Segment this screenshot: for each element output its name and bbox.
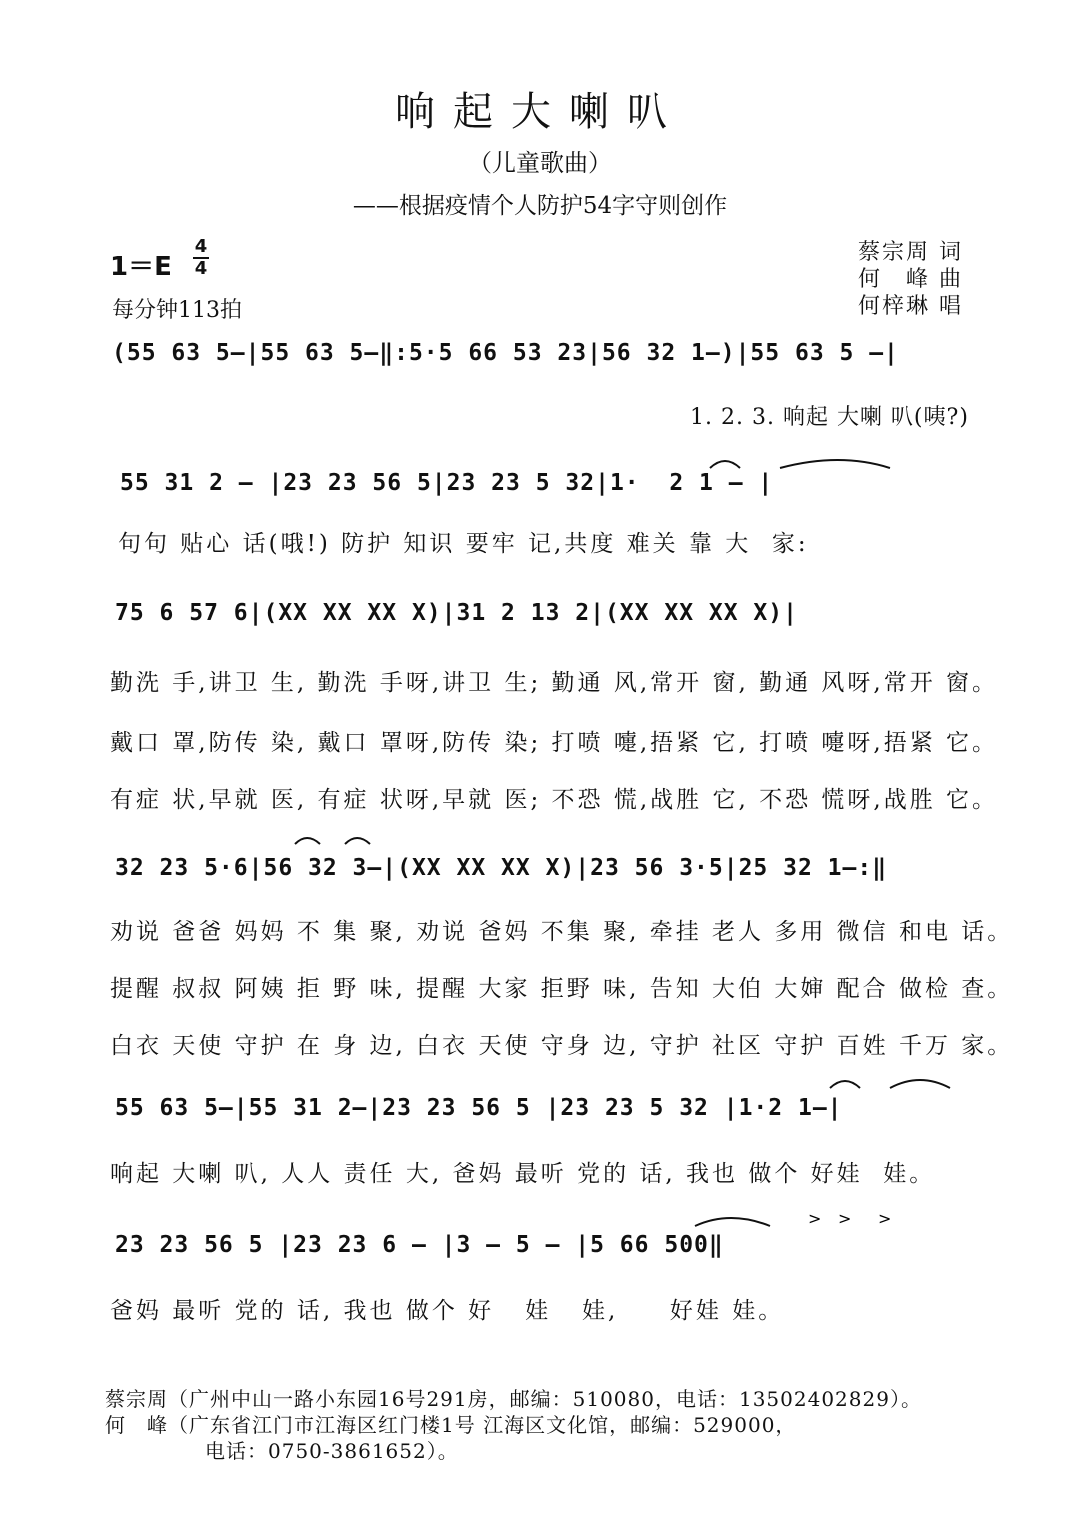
lyric-line-3b: 戴口 罩,防传 染, 戴口 罩呀,防传 染; 打喷 嚏,捂紧 它, 打喷 嚏呀,捂紧 它。 [110, 730, 999, 756]
lyric-line-3c: 有症 状,早就 医, 有症 状呀,早就 医; 不恐 慌,战胜 它, 不恐 慌呀,战胜 它。 [110, 787, 999, 813]
lyric-line-4b: 提醒 叔叔 阿姨 拒 野 味, 提醒 大家 拒野 味, 告知 大伯 大婶 配合 做检 查。 [110, 976, 1014, 1002]
footer-contact-composer: 何 峰（广东省江门市江海区红门楼1号 江海区文化馆，邮编：529000， [105, 1413, 797, 1437]
credit-composer: 何 峰 曲 [858, 267, 963, 292]
key-signature: 1＝E [110, 252, 172, 282]
time-signature [193, 238, 209, 278]
lyric-line-4c: 白衣 天使 守护 在 身 边, 白衣 天使 守身 边, 守护 社区 守护 百姓 千万 家。 [110, 1033, 1014, 1059]
slur-marks-4 [290, 830, 390, 850]
lyric-line-2: 句句 贴心 话(哦!) 防护 知识 要牢 记,共度 难关 靠 大 家: [118, 531, 809, 557]
footer-contact-lyricist: 蔡宗周（广州中山一路小东园16号291房，邮编：510080，电话：13502402829）。 [105, 1387, 922, 1411]
lyric-line-3a: 勤洗 手,讲卫 生, 勤洗 手呀,讲卫 生; 勤通 风,常开 窗, 勤通 风呀,常开 窗。 [110, 670, 999, 696]
notation-line-1: (55 63 5–|55 63 5–‖:5·5 66 53 23|56 32 1–)|55 63 5 –| [112, 340, 899, 366]
song-dedication: ——根据疫情个人防护54字守则创作 [352, 193, 728, 219]
notation-line-6: 23 23 56 5 |23 23 6 – |3 – 5 – |5 66 500‖ [115, 1232, 724, 1258]
song-subtitle: （儿童歌曲） [468, 149, 612, 177]
notation-line-3: 75 6 57 6|(XX XX XX X)|31 2 13 2|(XX XX XX X)| [115, 600, 798, 626]
tempo-marking: 每分钟113拍 [112, 298, 242, 323]
lyric-line-1: 1. 2. 3. 响起 大喇 叭(咦?) [690, 405, 969, 430]
slur-marks-5 [820, 1072, 970, 1092]
notation-line-2: 55 31 2 – |23 23 56 5|23 23 5 32|1· 2 1 – | [120, 470, 774, 496]
time-signature-top: 4 [194, 236, 208, 257]
notation-line-4: 32 23 5·6|56 32 3–|(XX XX XX X)|23 56 3·5|25 32 1–:‖ [115, 855, 888, 881]
lyric-line-4a: 劝说 爸爸 妈妈 不 集 聚, 劝说 爸妈 不集 聚, 牵挂 老人 多用 微信 和电 话。 [110, 919, 1014, 945]
footer-contact-phone: 电话：0750-3861652）。 [205, 1439, 459, 1463]
svg-text:>: > [838, 1209, 852, 1228]
notation-line-5: 55 63 5–|55 31 2–|23 23 56 5 |23 23 5 32 |1·2 1–| [115, 1095, 843, 1121]
lyric-line-6: 爸妈 最听 党的 话, 我也 做个 好 娃 娃, 好娃 娃。 [110, 1298, 785, 1324]
lyric-line-5: 响起 大喇 叭, 人人 责任 大, 爸妈 最听 党的 话, 我也 做个 好娃 娃。 [110, 1161, 936, 1187]
svg-text:>: > [808, 1209, 822, 1228]
slur-marks-2 [700, 452, 900, 472]
svg-text:>: > [878, 1209, 892, 1228]
credit-lyricist: 蔡宗周 词 [858, 240, 963, 265]
song-title: 响起大喇叭 [395, 89, 685, 135]
time-signature-bottom: 4 [194, 258, 208, 279]
credit-singer: 何梓琳 唱 [858, 294, 963, 319]
